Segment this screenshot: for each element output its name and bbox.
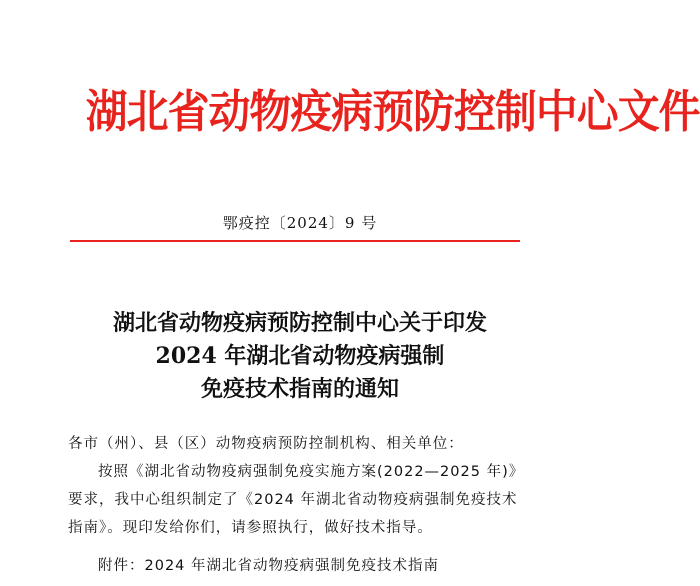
notice-title-line-1: 湖北省动物疫病预防控制中心关于印发 bbox=[112, 310, 487, 336]
document-header-title: 湖北省动物疫病预防控制中心文件 bbox=[85, 85, 700, 138]
notice-title-line-3: 免疫技术指南的通知 bbox=[200, 376, 399, 402]
attachment-line: 附件：2024 年湖北省动物疫病强制免疫技术指南 bbox=[98, 558, 440, 574]
body-paragraph-line-3: 指南》。现印发给你们，请参照执行，做好技术指导。 bbox=[68, 520, 433, 536]
red-divider-line bbox=[70, 240, 520, 242]
body-paragraph-line-1: 按照《湖北省动物疫病强制免疫实施方案(2022—2025 年)》 bbox=[98, 464, 525, 480]
document-number: 鄂疫控〔2024〕9 号 bbox=[222, 214, 378, 232]
addressee-line: 各市（州）、县（区）动物疫病预防控制机构、相关单位： bbox=[68, 436, 464, 452]
notice-title-line-2: 2024 年湖北省动物疫病强制 bbox=[155, 343, 445, 369]
body-paragraph-line-2: 要求，我中心组织制定了《2024 年湖北省动物疫病强制免疫技术 bbox=[68, 492, 518, 508]
